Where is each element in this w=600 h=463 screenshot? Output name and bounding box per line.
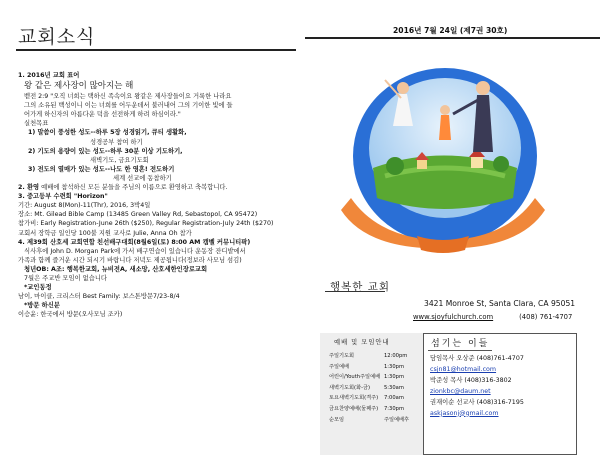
schedule-list xyxy=(329,351,410,425)
staff-email-link[interactable]: askjasonj@gmail.com xyxy=(430,409,499,417)
schedule-time: 7:30pm xyxy=(384,405,404,412)
goal-3-cont: 세계 선교에 동참하기 xyxy=(113,174,172,182)
goals-label: 실천목표 xyxy=(24,120,49,128)
goal-2-cont: 새벽기도, 금요기도회 xyxy=(90,156,149,164)
schedule-row xyxy=(329,393,404,404)
church-name-underline xyxy=(325,291,385,292)
schedule-row xyxy=(329,362,404,373)
goal-1-cont: 성경공부 참여 하기 xyxy=(90,138,143,146)
schedule-time: 주일예배후 xyxy=(384,416,410,423)
staff-contact: 담임목사 오상준 (408)761-4707 xyxy=(430,355,524,362)
family-globe-illustration xyxy=(333,48,553,258)
staff-title-underline xyxy=(428,350,492,351)
member-news-line: 남이, 마이클, 크리스터 Best Family: 보스톤방문7/23-8/4 xyxy=(18,293,180,301)
schedule-name: 주일예배 xyxy=(329,363,350,370)
staff-email-link[interactable]: csjn81@hotmail.com xyxy=(430,365,497,373)
announcement-4-heading: 4. 제39회 산호세 교회연합 친선배구대회(8월6일(토) 8:00 AM 캠벨 커뮤니티팍) xyxy=(18,238,251,246)
staff-contact: 박준성 목사 (408)316-3802 xyxy=(430,376,512,384)
schedule-time: 1:30pm xyxy=(384,374,404,381)
issue-date: 2016년 7월 24일 (제7권 30호) xyxy=(393,26,508,35)
schedule-name: 어린이/Youth주일예배 xyxy=(329,374,381,381)
schedule-time: 12:00pm xyxy=(384,353,408,359)
schedule-name: 새벽기도회(화-금) xyxy=(329,384,370,391)
date-divider xyxy=(305,37,600,39)
schedule-name: 순모임 xyxy=(329,416,345,423)
visitors-line: 이승윤: 한국에서 방문(오사모님 조카) xyxy=(18,311,123,319)
schedule-name: 주일기도회 xyxy=(329,353,355,359)
youth-group-line: 청년OB: A조: 행복한교회, 뉴비전A, 새소망, 산호세한인장로교회 xyxy=(24,265,208,273)
staff-email-link[interactable]: zionkbc@daum.net xyxy=(430,387,491,395)
church-name: 행복한 교회 xyxy=(330,281,391,293)
schedule-name: 토요새벽기도회(격주) xyxy=(329,395,379,402)
schedule-row xyxy=(329,383,404,394)
church-contact xyxy=(413,313,572,321)
visitors-heading: *방문 하신분 xyxy=(24,302,60,310)
staff-contact: 권재이순 선교사 (408)316-7195 xyxy=(430,398,524,406)
schedule-title: 예배 및 모임안내 xyxy=(334,339,390,346)
schedule-time: 7:00am xyxy=(384,395,404,402)
member-news-heading: *교인동정 xyxy=(24,284,52,292)
goal-3: 3) 전도의 열매가 있는 성도--나도 한 영혼! 전도하기 xyxy=(28,165,175,173)
schedule-name: 금요찬양예배(둘째주) xyxy=(329,405,379,412)
schedule-row xyxy=(329,404,404,415)
schedule-row xyxy=(329,415,410,426)
schedule-time: 1:30pm xyxy=(384,363,404,370)
verse-line: 벧전 2:9 "오직 너희는 택하신 족속이요 왕같은 제사장들이요 거룩한 나라요 xyxy=(24,93,232,101)
church-website-link[interactable]: www.sjoyfulchurch.com xyxy=(413,313,494,321)
retreat-dates: 기간: August 8(Mon)-11(Thr), 2016, 3박4일 xyxy=(18,202,151,210)
retreat-location: 장소: Mt. Gilead Bible Camp (13485 Green Valley Rd, Sebastopol, CA 95472) xyxy=(18,211,258,219)
retreat-scholarship: 교회서 장학금 일인당 100불 지원 교사로 Julie, Anna Oh 참가 xyxy=(18,229,192,237)
page-title: 교회소식 xyxy=(18,26,96,48)
youth-group-note: 7월은 주교반 모임이 없습니다 xyxy=(24,274,108,282)
announcement-2 xyxy=(18,183,300,192)
announcement-2-text: 예배에 참석하신 모든 분들을 주님의 이름으로 환영하고 축복합니다. xyxy=(41,184,228,192)
church-address: 3421 Monroe St, Santa Clara, CA 95051 xyxy=(424,299,576,308)
title-divider xyxy=(16,49,296,51)
volleyball-line: 가족과 함께 즐거운 시간 되시기 바랍니다 저녁도 제공됩니다(정보라 사모님 섬김) xyxy=(18,256,242,264)
church-motto: 왕 같은 제사장이 많아지는 해 xyxy=(24,81,134,92)
staff-list xyxy=(430,354,524,419)
verse-line: 그의 소유된 백성이니 이는 너희를 어두운데서 불러내어 그의 기이한 빛에 들 xyxy=(24,102,233,110)
announcement-3-heading: 3. 중고등부 수련회 "Horizon" xyxy=(18,193,108,201)
schedule-time: 5:30am xyxy=(384,384,404,391)
schedule-row xyxy=(329,351,408,362)
staff-title: 섬기는 이들 xyxy=(431,339,490,349)
retreat-fee: 참가비: Early Registration-June 26th ($250), Regular Registration-July 24th ($270) xyxy=(18,220,274,228)
announcement-2-heading: 2. 환영 xyxy=(18,184,40,192)
volleyball-line: 식사후에 John D. Morgan Park에 가서 배구연습이 있습니다 운동장 잔디밭에서 xyxy=(24,247,246,255)
verse-line: 어가게 하신자의 아름다운 덕을 선전하게 하려 하심이라." xyxy=(24,111,181,119)
schedule-row xyxy=(329,372,404,383)
church-phone: (408) 761-4707 xyxy=(519,313,573,321)
goal-1: 1) 말씀이 풍성한 성도--하루 5장 성경읽기, 큐티 생활화, xyxy=(28,129,187,137)
announcement-1-heading: 1. 2016년 교회 표어 xyxy=(18,72,80,79)
announcements xyxy=(18,71,300,319)
goal-2: 2) 기도의 용량이 있는 성도--하루 30분 이상 기도하기, xyxy=(28,147,183,155)
